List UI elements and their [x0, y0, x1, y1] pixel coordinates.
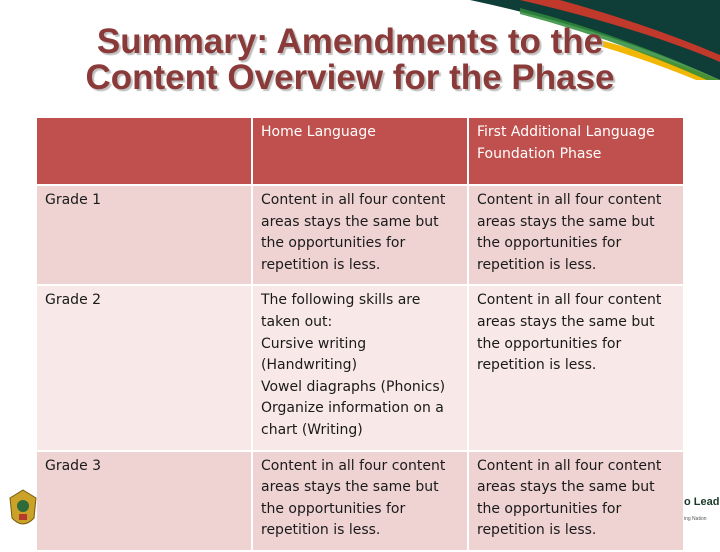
cell-text: Content in all four content areas stays the same but the opportunities for repetition is less. [477, 457, 662, 539]
partner-logo-text: o Lead [684, 496, 720, 508]
first-additional-cell [468, 185, 684, 285]
header-cell-home-language: Home Language [252, 117, 468, 185]
summary-table [35, 116, 685, 552]
cell-text: Content in all four content areas stays the same but the opportunities for repetition is less. [261, 192, 446, 273]
home-language-cell [252, 451, 468, 551]
table-header-row [36, 117, 684, 185]
table-row [36, 285, 684, 450]
cell-text: Cursive writing (Handwriting) [261, 335, 367, 374]
header-cell-empty [36, 117, 252, 185]
table-row [36, 451, 684, 551]
coat-of-arms-icon [6, 488, 40, 532]
grade-cell: Grade 1 [36, 185, 252, 285]
cell-text: The following skills are taken out: [261, 292, 421, 330]
first-additional-cell [468, 451, 684, 551]
page-title-line2: Content Overview for the Phase [85, 58, 615, 97]
header-cell-first-additional-language: First Additional Language Foundation Phase [468, 117, 684, 185]
cell-text: Organize information on a chart (Writing) [261, 400, 444, 438]
grade-cell: Grade 3 [36, 451, 252, 551]
page-title-line1: Summary: Amendments to the [96, 22, 604, 61]
partner-logo [684, 490, 720, 530]
partner-logo-subtext: ing Nation [684, 516, 707, 522]
grade-cell: Grade 2 [36, 285, 252, 450]
home-language-cell [252, 285, 468, 450]
home-language-cell [252, 185, 468, 285]
page-title [0, 24, 700, 96]
first-additional-cell [468, 285, 684, 450]
cell-text: Content in all four content areas stays the same but the opportunities for repetition is less. [261, 457, 446, 539]
cell-text: Vowel diagraphs (Phonics) [261, 378, 446, 395]
cell-text: Content in all four content areas stays the same but the opportunities for repetition is less. [477, 292, 662, 374]
table-row [36, 185, 684, 285]
cell-text: Content in all four content areas stays the same but the opportunities for repetition is less. [477, 192, 662, 273]
